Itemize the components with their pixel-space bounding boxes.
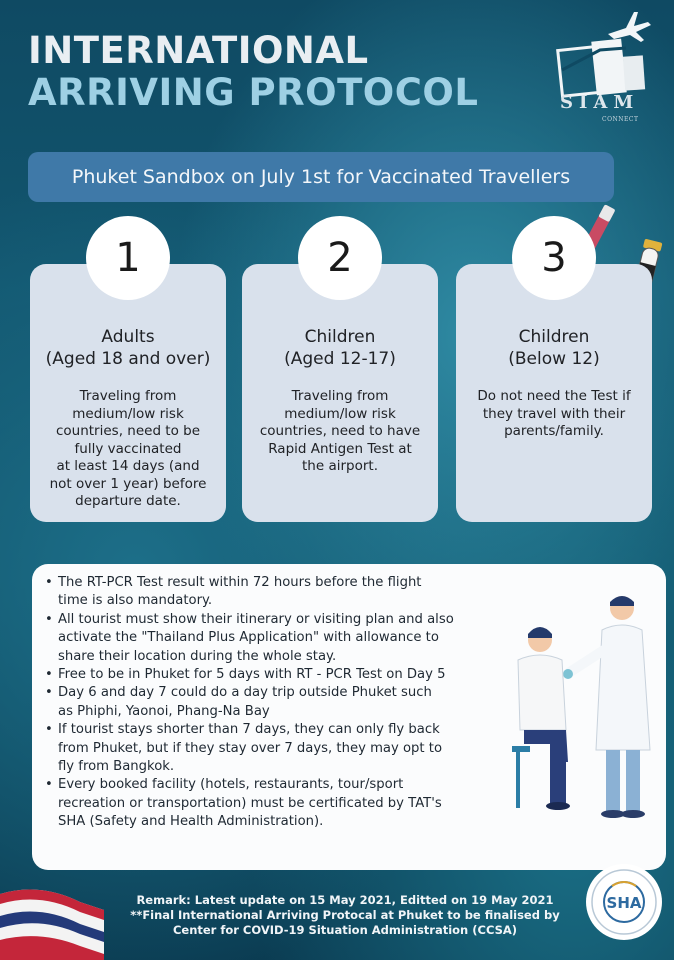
list-item (42, 574, 534, 611)
body-line: parents/family. (504, 423, 604, 439)
heading-line: (Aged 18 and over) (45, 349, 211, 369)
title-line2: ARRIVING PROTOCOL (28, 71, 479, 114)
sha-text: SHA (606, 894, 642, 912)
logo-text: SIAM (560, 92, 640, 113)
list-line: fly from Bangkok. (58, 759, 175, 775)
card-heading (456, 326, 652, 370)
step-number: 2 (298, 216, 382, 300)
list-line: • Every booked facility (hotels, restaurants, tour/sport (58, 777, 404, 793)
list-line: • Day 6 and day 7 could do a day trip outside Phuket such (58, 685, 432, 701)
sha-badge (584, 862, 664, 942)
list-item (42, 721, 534, 776)
body-line: Rapid Antigen Test at (268, 440, 412, 457)
body-line: countries, need to have (259, 423, 421, 439)
remark-line: **Final International Arriving Protocal at Phuket to be finalised by (130, 908, 560, 922)
card-heading (30, 326, 226, 370)
remark-note (128, 893, 562, 938)
list-line: time is also mandatory. (58, 593, 213, 609)
logo-subtext: CONNECT (602, 116, 639, 123)
body-line: Traveling from (79, 388, 177, 404)
sandbox-banner (28, 152, 614, 202)
card-children-12-17 (242, 235, 438, 522)
protocol-list (42, 574, 534, 832)
thai-flag (0, 880, 110, 960)
banner-text: Phuket Sandbox on July 1st for Vaccinated Travellers (71, 166, 571, 188)
card-children-below-12 (456, 235, 652, 522)
card-body (468, 388, 640, 441)
list-line: from Phuket, but if they stay over 7 days, they may opt to (58, 740, 443, 756)
list-line: recreation or transportation) must be certificated by TAT's (58, 795, 442, 811)
list-line: share their location during the whole stay. (58, 648, 337, 664)
list-line: activate the "Thailand Plus Application" with allowance to (58, 630, 439, 646)
body-line: they travel with their (482, 405, 626, 422)
protocol-info-panel (32, 564, 666, 870)
body-line: at least 14 days (and (56, 458, 200, 474)
card-body (254, 388, 426, 476)
body-line: countries, need to be (55, 423, 201, 439)
body-line: not over 1 year) before (49, 475, 207, 492)
heading-line: Children (518, 327, 590, 347)
body-line: the airport. (302, 458, 378, 474)
heading-line: Children (304, 327, 376, 347)
list-line: as Phiphi, Yaonoi, Phang-Na Bay (58, 703, 270, 719)
list-item (42, 611, 534, 666)
list-line: • All tourist must show their itinerary or visiting plan and also (58, 611, 454, 627)
step-number: 1 (86, 216, 170, 300)
list-line: • If tourist stays shorter than 7 days, they can only fly back (58, 722, 440, 738)
list-item (42, 776, 534, 831)
list-line: SHA (Safety and Health Administration). (58, 814, 324, 830)
heading-line: (Below 12) (508, 349, 600, 369)
title-line1: INTERNATIONAL (28, 29, 369, 72)
doctor-patient-illustration (510, 590, 666, 830)
body-line: Traveling from (291, 388, 389, 404)
step-number: 3 (512, 216, 596, 300)
list-line: • Free to be in Phuket for 5 days with RT - PCR Test on Day 5 (58, 667, 446, 683)
page-title (28, 30, 478, 114)
body-line: Do not need the Test if (477, 388, 631, 404)
heading-line: (Aged 12-17) (284, 349, 396, 369)
list-line: • The RT-PCR Test result within 72 hours before the flight (58, 575, 422, 590)
remark-line: Remark: Latest update on 15 May 2021, Editted on 19 May 2021 (136, 893, 554, 907)
list-item (42, 684, 534, 721)
body-line: fully vaccinated (74, 440, 182, 457)
heading-line: Adults (101, 327, 155, 347)
body-line: medium/low risk (72, 405, 184, 422)
remark-line: Center for COVID-19 Situation Administration (CCSA) (172, 923, 518, 937)
card-heading (242, 326, 438, 370)
card-body (42, 388, 214, 511)
body-line: medium/low risk (284, 405, 396, 422)
list-item (42, 666, 534, 684)
body-line: departure date. (75, 493, 181, 509)
card-adults (30, 235, 226, 522)
